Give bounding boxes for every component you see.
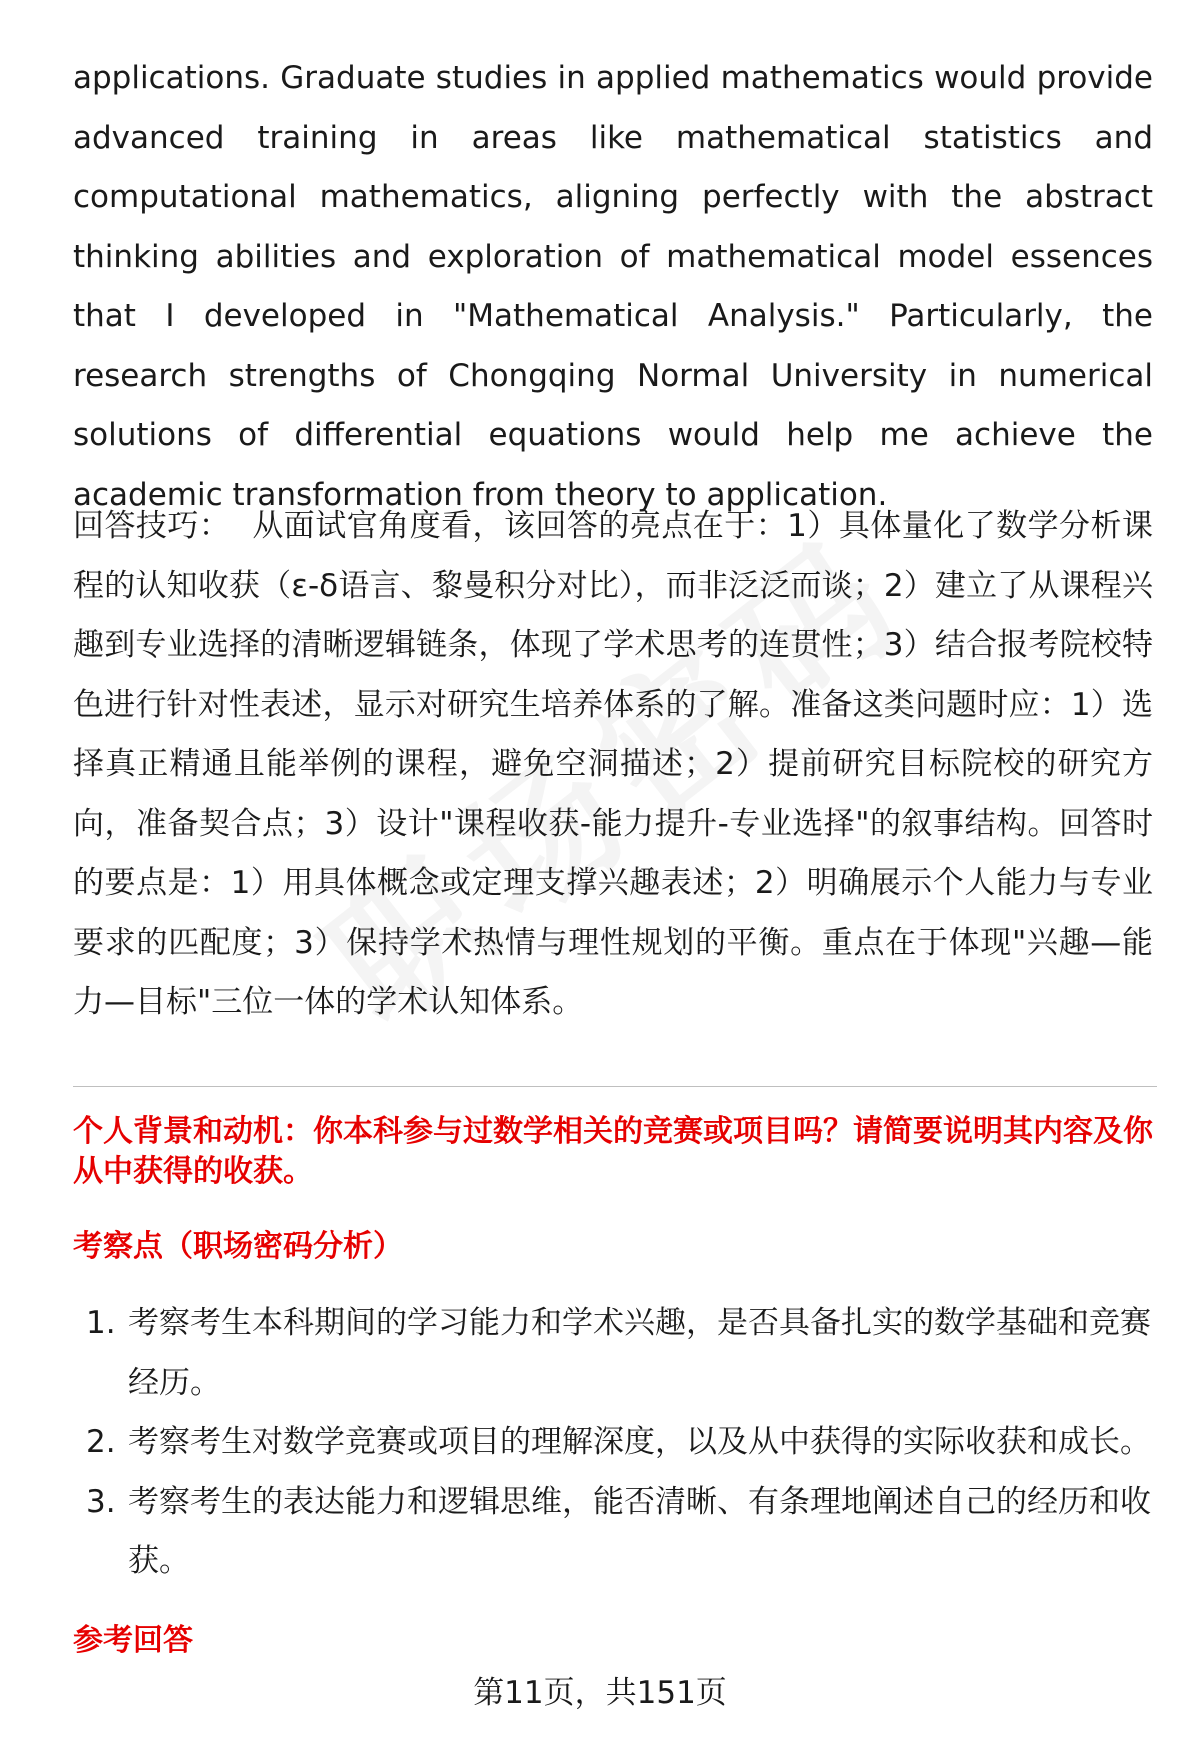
- list-item: [73, 1473, 1153, 1592]
- list-item-text: 考察考生对数学竞赛或项目的理解深度，以及从中获得的实际收获和成长。: [128, 1424, 1151, 1460]
- list-item: [73, 1294, 1153, 1413]
- question-heading: 个人背景和动机：你本科参与过数学相关的竞赛或项目吗？请简要说明其内容及你从中获得的收获。: [73, 1114, 1153, 1189]
- list-item-text: 考察考生本科期间的学习能力和学术兴趣，是否具备扎实的数学基础和竞赛经历。: [128, 1305, 1151, 1401]
- tips-text: 从面试官角度看，该回答的亮点在于：1）具体量化了数学分析课程的认知收获（ε-δ语言、黎曼积分对比），而非泛泛而谈；2）建立了从课程兴趣到专业选择的清晰逻辑链条，体现了学术思考的连贯性；3）结合报考院校特色进行针对性表述，显示对研究生培养体系的了解。准备这类问题时应：1）选择真正精通且能举例的课程，避免空洞描述；2）提前研究目标院校的研究方向，准备契合点；3）设计"课程收获-能力提升-专业选择"的叙事结构。回答时的要点是：1）用具体概念或定理支撑兴趣表述；2）明确展示个人能力与专业要求的匹配度；3）保持学术热情与理性规划的平衡。重点在于体现"兴趣—能力—目标"三位一体的学术认知体系。: [73, 508, 1153, 1020]
- tips-paragraph: [73, 497, 1153, 1033]
- list-item-number: 1.: [86, 1305, 116, 1341]
- list-item-number: 3.: [86, 1483, 116, 1520]
- page-number: 第11页，共151页: [473, 1675, 727, 1711]
- reference-answer-heading: 参考回答: [73, 1623, 193, 1658]
- list-item-text: 考察考生的表达能力和逻辑思维，能否清晰、有条理地阐述自己的经历和收获。: [128, 1483, 1151, 1579]
- tips-label: 回答技巧：: [73, 508, 231, 544]
- assessment-list: [73, 1294, 1153, 1592]
- answer-paragraph: applications. Graduate studies in applied mathematics would provide advanced training in areas like mathematical statistics and computational mathematics, aligning perfectly with the abstract thinking abilities and exploration of mathematical model essences that I developed in "Mathematical Analysis." Particularly, the research strengths of Chongqing Normal University in numerical solutions of differential equations would help me achieve the academic transformation from theory to application.: [73, 60, 1153, 513]
- assessment-heading: 考察点（职场密码分析）: [73, 1229, 403, 1264]
- list-item: [73, 1413, 1153, 1473]
- list-item-number: 2.: [86, 1424, 116, 1460]
- section-divider: [73, 1086, 1157, 1087]
